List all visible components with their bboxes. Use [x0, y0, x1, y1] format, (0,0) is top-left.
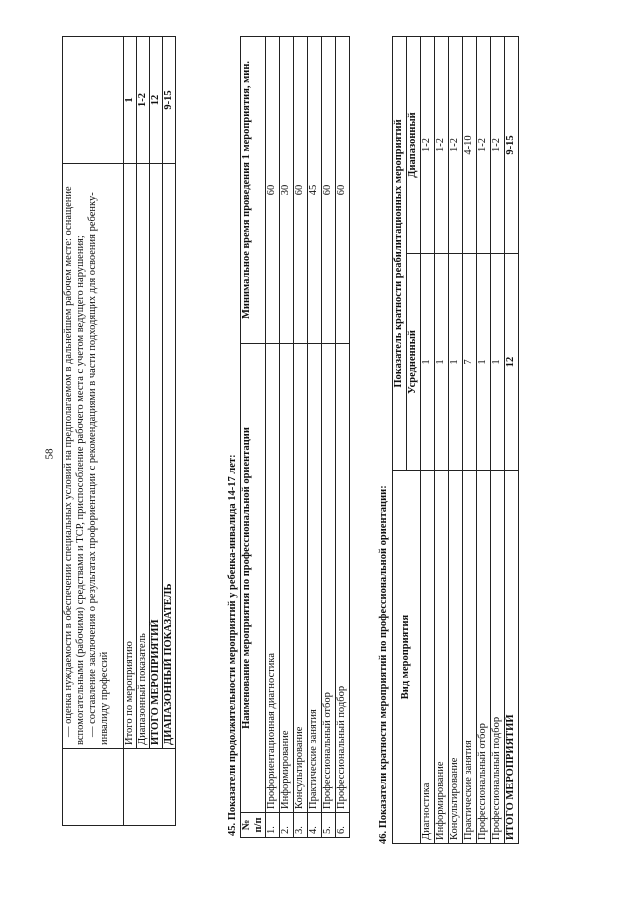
cell-name: Практические занятия: [308, 344, 322, 813]
cell-time: 60: [266, 37, 280, 344]
paragraph: — оценка нуждаемости в обеспечении специальных условий на предполагаемом в дальнейшем рабочем месте: оснащение вспомогательными (рабочими) средствами и ТСР, приспособление рабочего места с учетом ведущего нарушения;: [63, 186, 87, 745]
cell-avg: 1: [449, 254, 463, 471]
cell-num: 6.: [336, 813, 350, 838]
page-number: 58: [43, 448, 56, 460]
column-header: Минимальное время проведения 1 мероприятия, мин.: [241, 37, 266, 344]
cell-range: 1-2: [491, 37, 505, 254]
cell-name: Профессиональный отбор: [477, 471, 491, 844]
row-label: Итого по мероприятию: [124, 164, 137, 749]
table-row: [336, 37, 350, 838]
row-value: 12: [150, 37, 163, 164]
cell-name: Профессиональный подбор: [336, 344, 350, 813]
section-45-heading: 45. Показатели продолжительности мероприятий у ребенка-инвалида 14-17 лет:: [227, 454, 238, 836]
total-row: [505, 37, 519, 844]
table-row: [308, 37, 322, 838]
empty-cell: [124, 749, 176, 826]
cell-name: Информирование: [280, 344, 294, 813]
table-row: [266, 37, 280, 838]
continuation-table: [62, 36, 176, 826]
table-row: [280, 37, 294, 838]
cell-range: 1-2: [421, 37, 435, 254]
row-label: ИТОГО МЕРОПРИЯТИЙ: [150, 164, 163, 749]
cell-range: 1-2: [449, 37, 463, 254]
cell-num: 3.: [294, 813, 308, 838]
cell-num: 2.: [280, 813, 294, 838]
cell-range: 1-2: [477, 37, 491, 254]
column-header: Показатель кратности реабилитационных мероприятий: [393, 37, 407, 471]
cell-time: 30: [280, 37, 294, 344]
empty-cell: [63, 749, 124, 826]
table-row: [491, 37, 505, 844]
column-header: Вид мероприятия: [393, 471, 421, 844]
cell-num: 4.: [308, 813, 322, 838]
cell-time: 45: [308, 37, 322, 344]
table-row: [421, 37, 435, 844]
cell-time: 60: [336, 37, 350, 344]
table-row: [463, 37, 477, 844]
cell-avg: 1: [477, 254, 491, 471]
cell-name: Профессиональный отбор: [322, 344, 336, 813]
table-row: [322, 37, 336, 838]
row-value: 1: [124, 37, 137, 164]
row-label: ДИАПАЗОННЫЙ ПОКАЗАТЕЛЬ: [163, 164, 176, 749]
cell-num: 5.: [322, 813, 336, 838]
cell-time: 60: [322, 37, 336, 344]
cell-name: ИТОГО МЕРОПРИЯТИЙ: [505, 471, 519, 844]
frequency-table: [392, 36, 519, 844]
cell-name: Профориентационная диагностика: [266, 344, 280, 813]
table-row: [435, 37, 449, 844]
cell-name: Информирование: [435, 471, 449, 844]
cell-avg: 7: [463, 254, 477, 471]
empty-cell: [63, 37, 124, 164]
row-value: 1-2: [137, 37, 150, 164]
row-label: Диапазонный показатель: [137, 164, 150, 749]
column-header: Усредненный: [407, 254, 421, 471]
cell-avg: 1: [421, 254, 435, 471]
cell-num: 1.: [266, 813, 280, 838]
section-46-heading: 46. Показатели кратности мероприятий по профессиональной ориентации:: [378, 485, 389, 844]
cell-avg: 1: [491, 254, 505, 471]
cell-name: Практические занятия: [463, 471, 477, 844]
column-header: Диапазонный: [407, 37, 421, 254]
cell-name: Профессиональный подбор: [491, 471, 505, 844]
cell-time: 60: [294, 37, 308, 344]
table-row: [477, 37, 491, 844]
cell-range: 9-15: [505, 37, 519, 254]
cell-avg: 1: [435, 254, 449, 471]
table-row: [294, 37, 308, 838]
duration-table: [240, 36, 350, 838]
cell-name: Консультирование: [294, 344, 308, 813]
cell-name: Диагностика: [421, 471, 435, 844]
column-header: Наименование мероприятия по профессиональной ориентации: [241, 344, 266, 813]
cell-range: 4-10: [463, 37, 477, 254]
cell-avg: 12: [505, 254, 519, 471]
cell-range: 1-2: [435, 37, 449, 254]
paragraph: — составление заключения о результатах профориентации с рекомендациями в части подходящих для освоения ребенку-инвалиду профессий: [87, 192, 111, 745]
text-cell: [63, 164, 124, 749]
cell-name: Консультирование: [449, 471, 463, 844]
rotated-page-content: [50, 36, 610, 866]
row-value: 9-15: [163, 37, 176, 164]
table-row: [449, 37, 463, 844]
column-header: № п/п: [241, 813, 266, 838]
